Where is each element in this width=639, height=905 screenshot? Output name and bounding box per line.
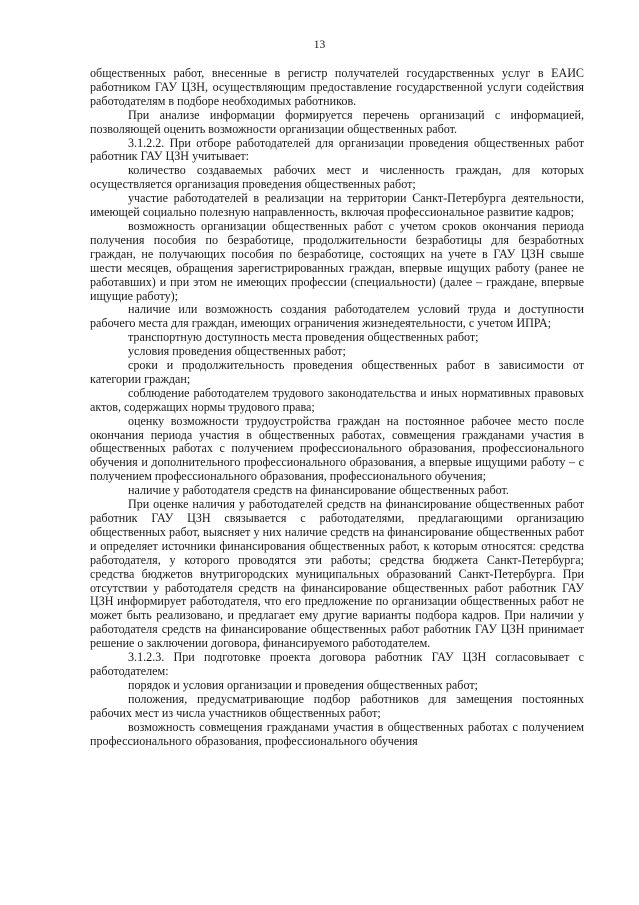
agreement-item: возможность совмещения гражданами участия в общественных работах с получением профессионального образования, профессионального обучения: [90, 719, 584, 748]
document-body: [90, 67, 584, 748]
criteria-item: оценку возможности трудоустройства граждан на постоянное рабочее место после окончания периода участия в общественных работах, совмещения гражданами участия в общественных работах с получением профессионального образования, профессионального обучения и дополнительного профессионального образования, а впервые ищущими работу – с получением профессионального образования, профессионального обучения;: [90, 413, 584, 484]
criteria-item: транспортную доступность места проведения общественных работ;: [128, 330, 479, 345]
paragraph-continuation: общественных работ, внесенные в регистр получателей государственных услуг в ЕАИС работником ГАУ ЦЗН, осуществляющим предоставление государственной услуги содействия работодателям в подборе необходимых работников.: [90, 66, 584, 108]
page-number: 13: [313, 39, 326, 51]
criteria-item: участие работодателей в реализации на территории Санкт-Петербурга деятельности, имеющей социально полезную направленность, включая профессиональное развитие кадров;: [90, 191, 584, 220]
criteria-item: соблюдение работодателем трудового законодательства и иных нормативных правовых актов, содержащих нормы трудового права;: [90, 385, 584, 414]
paragraph-3-1-2-2: 3.1.2.2. При отборе работодателей для организации проведения общественных работ работник ГАУ ЦЗН учитывает:: [90, 135, 584, 164]
agreement-item: положения, предусматривающие подбор работников для замещения постоянных рабочих мест из числа участников общественных работ;: [90, 691, 584, 720]
criteria-item: наличие или возможность создания работодателем условий труда и доступности рабочего места для граждан, имеющих ограничения жизнедеятельности, с учетом ИПРА;: [90, 302, 584, 331]
criteria-item: количество создаваемых рабочих мест и численность граждан, для которых осуществляется организация проведения общественных работ;: [90, 163, 584, 192]
criteria-item: условия проведения общественных работ;: [128, 344, 346, 359]
paragraph-funding-assessment: При оценке наличия у работодателей средств на финансирование общественных работ работник ГАУ ЦЗН связывается с работодателями, предлагающими организацию общественных работ, выясняет у них наличие средств на финансирование общественных работ и определяет источники финансирования общественных работ, к которым относятся: средства работодателя, у которого проводятся эти работы; средства бюджета Санкт-Петербурга; средства бюджетов внутригородских муниципальных образований Санкт-Петербурга. При отсутствии у работодателя средств на финансирование общественных работ работник ГАУ ЦЗН информирует работодателя, что его предложение по организации общественных работ не может быть реализовано, и предлагает ему другие варианты подбора кадров. При наличии у работодателя средств на финансирование общественных работ работник ГАУ ЦЗН принимает решение о заключении договора, финансируемого работодателем.: [90, 497, 584, 651]
agreement-item: порядок и условия организации и проведения общественных работ;: [128, 677, 478, 692]
criteria-item: возможность организации общественных работ с учетом сроков окончания периода получения пособия по безработице, продолжительности безработицы для безработных граждан, не получающих пособия по безработице, состоящих на учете в ГАУ ЦЗН свыше шести месяцев, обращения зарегистрированных граждан, впервые ищущих работу (ранее не работавших) и при этом не имеющих профессии (специальности) (далее – граждане, впервые ищущие работу);: [90, 218, 584, 303]
criteria-item: наличие у работодателя средств на финансирование общественных работ.: [128, 483, 509, 498]
paragraph-analysis: При анализе информации формируется перечень организаций с информацией, позволяющей оценить возможности организации общественных работ.: [90, 107, 584, 136]
criteria-item: сроки и продолжительность проведения общественных работ в зависимости от категории граждан;: [90, 358, 584, 386]
paragraph-3-1-2-3: 3.1.2.3. При подготовке проекта договора работник ГАУ ЦЗН согласовывает с работодателем:: [90, 650, 584, 678]
